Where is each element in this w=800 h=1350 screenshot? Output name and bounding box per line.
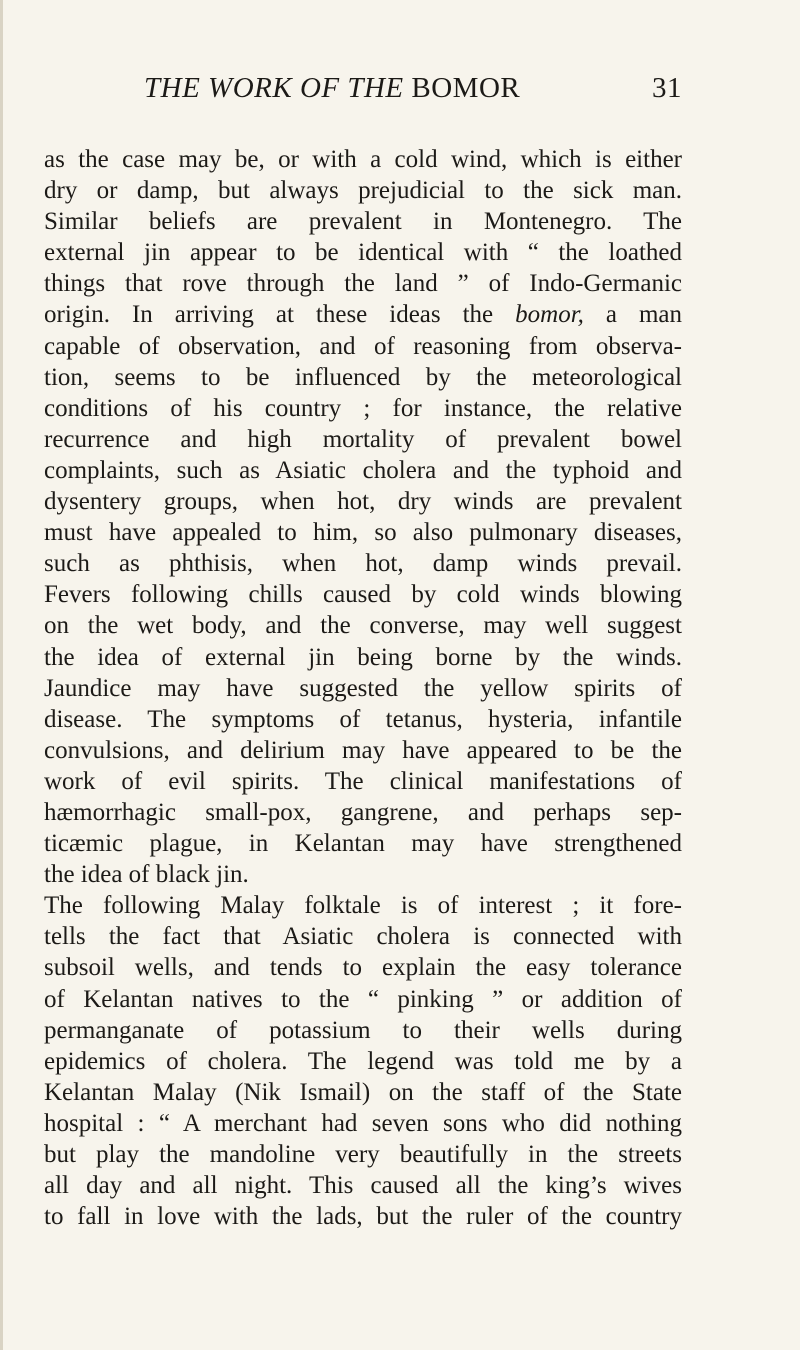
text-line: tion, seems to be influenced by the meteorological [44,363,682,391]
text-line-tail: a man [605,301,683,329]
text-line: but play the mandoline very beautifully in the streets [44,1141,682,1168]
text-line: recurrence and high mortality of prevalent bowel [44,425,682,453]
text-line: external jin appear to be identical with “ the loathed [44,239,682,267]
text-line: epidemics of cholera. The legend was told me by a [44,1047,682,1075]
text-line: things that rove through the land ” of Indo-Germanic [44,270,682,298]
text-line: must have appealed to him, so also pulmonary diseases, [44,519,682,547]
text-line: hospital : “ A merchant had seven sons who did nothing [44,1109,682,1137]
text-line: subsoil wells, and tends to explain the easy tolerance [44,954,682,982]
text-line: as the case may be, or with a cold wind, which is either [44,146,682,173]
page-edge [0,0,3,1350]
text-line: the idea of external jin being borne by the winds. [44,643,682,671]
text-line: ticæmic plague, in Kelantan may have strengthened [44,830,682,858]
text-line: Kelantan Malay (Nik Ismail) on the staff of the State [44,1078,682,1106]
text-line-with-italic [44,299,682,330]
book-page [44,72,682,1232]
text-line: such as phthisis, when hot, damp winds prevail. [44,550,682,578]
running-title [144,72,520,105]
text-line: Jaundice may have suggested the yellow spirits of [44,674,682,702]
text-line: all day and all night. This caused all the king’s wives [44,1172,682,1200]
text-line: hæmorrhagic small-pox, gangrene, and perhaps sep- [44,798,682,826]
text-line: conditions of his country ; for instance, the relative [44,394,682,422]
text-line: Fevers following chills caused by cold winds blowing [44,581,682,609]
text-line: convulsions, and delirium may have appeared to be the [44,736,682,764]
page-number: 31 [652,72,682,104]
text-line: dysentery groups, when hot, dry winds are prevalent [44,488,682,516]
running-title-roman: BOMOR [411,72,521,104]
body-text [44,144,682,1232]
text-line: complaints, such as Asiatic cholera and the typhoid and [44,456,682,484]
text-line: work of evil spirits. The clinical manifestations of [44,767,682,795]
text-line: of Kelantan natives to the “ pinking ” or addition of [44,985,682,1013]
text-line: capable of observation, and of reasoning from observa- [44,332,682,360]
text-line: permanganate of potassium to their wells during [44,1016,682,1044]
running-header [44,72,682,112]
text-line: The following Malay folktale is of interest ; it fore- [44,892,682,920]
text-line-head: origin. In arriving at these ideas the [44,301,494,329]
text-line: Similar beliefs are prevalent in Montenegro. The [44,208,682,236]
text-line: dry or damp, but always prejudicial to the sick man. [44,177,682,205]
text-line: tells the fact that Asiatic cholera is connected with [44,923,682,951]
text-line: disease. The symptoms of tetanus, hysteria, infantile [44,705,682,733]
italic-term-bomor: bomor, [515,301,584,329]
text-line: to fall in love with the lads, but the ruler of the country [44,1203,682,1231]
text-line: the idea of black jin. [44,861,249,889]
text-line: on the wet body, and the converse, may well suggest [44,612,682,640]
running-title-italic: THE WORK OF THE [144,72,404,104]
